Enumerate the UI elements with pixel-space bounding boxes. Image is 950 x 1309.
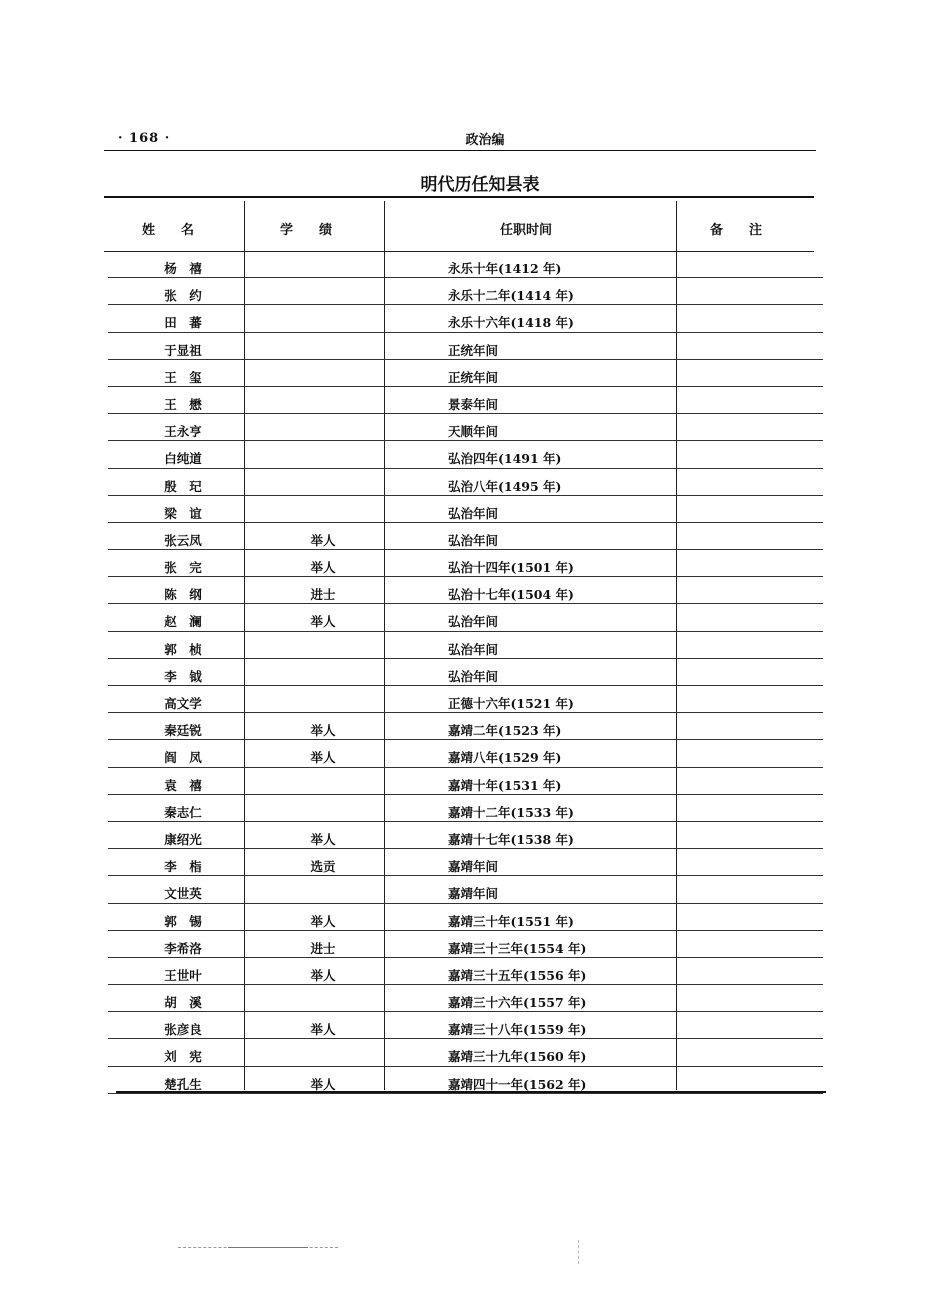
cell-degree: 举人 [310, 967, 336, 983]
cell-time: 嘉靖三十六年(1557 年) [448, 995, 587, 1011]
table-row [108, 550, 823, 577]
cell-name: 李希洛 [164, 940, 202, 956]
footer-tick [578, 1240, 579, 1264]
table-row [108, 822, 823, 849]
cell-degree: 举人 [310, 750, 336, 766]
cell-name: 刘 宪 [164, 1049, 202, 1065]
cell-name: 高文学 [164, 696, 202, 711]
cell-name: 于显祖 [164, 342, 202, 358]
table-header-row [104, 201, 814, 252]
cell-time: 永乐十年(1412 年) [448, 261, 562, 276]
table-row [108, 360, 823, 387]
cell-degree: 举人 [310, 532, 336, 548]
cell-name: 田 蕃 [164, 315, 202, 331]
cell-time: 景泰年间 [448, 396, 499, 412]
cell-degree: 举人 [310, 723, 336, 739]
table-row [108, 740, 823, 767]
cell-time: 嘉靖十七年(1538 年) [448, 831, 574, 847]
header-time: 任职时间 [500, 223, 553, 238]
table-row [108, 469, 823, 496]
table-body [108, 251, 823, 1094]
table-row [108, 632, 823, 659]
cell-time: 弘治四年(1491 年) [448, 451, 562, 467]
table-row [108, 523, 823, 550]
cell-name: 李 钺 [164, 668, 202, 684]
cell-name: 张彦良 [164, 1022, 202, 1038]
cell-name: 秦志仁 [164, 804, 202, 820]
table-row [108, 713, 823, 740]
section-title: 政治编 [465, 133, 505, 148]
table-title: 明代历任知县表 [420, 175, 540, 195]
cell-degree: 举人 [310, 913, 336, 929]
footer-rule-solid [228, 1247, 308, 1248]
table-row [108, 278, 823, 305]
table-row [108, 1012, 823, 1039]
table-row [108, 849, 823, 876]
table-row [108, 251, 823, 278]
table-row [108, 1039, 823, 1066]
cell-time: 弘治十四年(1501 年) [448, 560, 574, 576]
cell-time: 嘉靖十年(1531 年) [448, 777, 562, 793]
cell-name: 殷 玘 [164, 478, 202, 494]
cell-name: 王 玺 [164, 369, 202, 385]
cell-name: 文世英 [164, 886, 202, 902]
header-rule [104, 150, 816, 151]
cell-time: 嘉靖三十八年(1559 年) [448, 1022, 587, 1038]
cell-time: 弘治年间 [448, 668, 499, 684]
cell-degree: 举人 [310, 614, 336, 630]
cell-time: 正统年间 [448, 369, 499, 385]
header-degree: 学 绩 [280, 223, 333, 238]
cell-time: 嘉靖八年(1529 年) [448, 750, 562, 766]
table-row [108, 768, 823, 795]
table-row [108, 305, 823, 332]
cell-degree: 进士 [310, 587, 336, 603]
cell-name: 王世叶 [164, 967, 202, 983]
cell-time: 永乐十二年(1414 年) [448, 288, 574, 304]
cell-time: 弘治年间 [448, 614, 499, 630]
cell-time: 弘治十七年(1504 年) [448, 587, 574, 603]
cell-name: 郭 锡 [164, 913, 202, 929]
table-row [108, 1067, 823, 1094]
cell-name: 康绍光 [164, 831, 202, 847]
table-row [108, 795, 823, 822]
table-row [108, 659, 823, 686]
table-row [108, 931, 823, 958]
cell-name: 白纯道 [164, 451, 202, 467]
cell-name: 袁 禧 [164, 777, 202, 793]
table-row [108, 496, 823, 523]
cell-name: 张 约 [164, 288, 202, 304]
cell-time: 弘治年间 [448, 505, 499, 521]
cell-time: 弘治年间 [448, 532, 499, 548]
cell-name: 陈 纲 [164, 587, 202, 603]
cell-time: 嘉靖三十年(1551 年) [448, 913, 574, 929]
table-row [108, 876, 823, 903]
cell-time: 嘉靖三十三年(1554 年) [448, 940, 587, 956]
cell-name: 王 懋 [164, 396, 202, 412]
cell-time: 嘉靖三十五年(1556 年) [448, 967, 587, 983]
cell-time: 嘉靖三十九年(1560 年) [448, 1049, 587, 1065]
cell-time: 嘉靖十二年(1533 年) [448, 804, 574, 820]
table-row [108, 387, 823, 414]
page-number: · 168 · [118, 131, 171, 146]
cell-degree: 举人 [310, 560, 336, 576]
cell-time: 嘉靖四十一年(1562 年) [448, 1076, 587, 1092]
table-row [108, 958, 823, 985]
cell-degree: 举人 [310, 1022, 336, 1038]
cell-degree: 选贡 [310, 859, 336, 875]
cell-name: 张 完 [164, 560, 202, 576]
cell-name: 郭 桢 [164, 641, 202, 657]
cell-time: 正统年间 [448, 342, 499, 358]
cell-name: 楚孔生 [164, 1076, 202, 1092]
cell-name: 赵 澜 [164, 614, 202, 630]
cell-degree: 举人 [310, 831, 336, 847]
cell-name: 王永亨 [164, 424, 202, 440]
table-row [108, 985, 823, 1012]
table-row [108, 604, 823, 631]
cell-time: 弘治八年(1495 年) [448, 478, 562, 494]
table-bottom-rule [116, 1091, 826, 1093]
cell-time: 弘治年间 [448, 641, 499, 657]
table-row [108, 333, 823, 360]
table-row [108, 414, 823, 441]
cell-name: 李 栺 [164, 859, 202, 875]
cell-name: 梁 谊 [164, 505, 202, 521]
cell-name: 阎 凤 [164, 750, 202, 766]
table-row [108, 577, 823, 604]
header-name: 姓 名 [142, 223, 195, 238]
cell-time: 嘉靖年间 [448, 886, 499, 902]
table-top-rule [104, 196, 814, 198]
cell-time: 嘉靖二年(1523 年) [448, 723, 562, 739]
cell-time: 正德十六年(1521 年) [448, 696, 574, 711]
cell-name: 秦廷锐 [164, 723, 202, 739]
table-row [108, 441, 823, 468]
cell-degree: 举人 [310, 1076, 336, 1092]
cell-time: 永乐十六年(1418 年) [448, 315, 574, 331]
cell-name: 张云凤 [164, 532, 202, 548]
header-note: 备 注 [710, 223, 763, 238]
cell-degree: 进士 [310, 940, 336, 956]
table-row [108, 904, 823, 931]
table-row [108, 686, 823, 713]
cell-time: 嘉靖年间 [448, 859, 499, 875]
cell-name: 胡 溪 [164, 995, 202, 1011]
cell-time: 天顺年间 [448, 424, 499, 440]
cell-name: 杨 禧 [164, 261, 202, 276]
